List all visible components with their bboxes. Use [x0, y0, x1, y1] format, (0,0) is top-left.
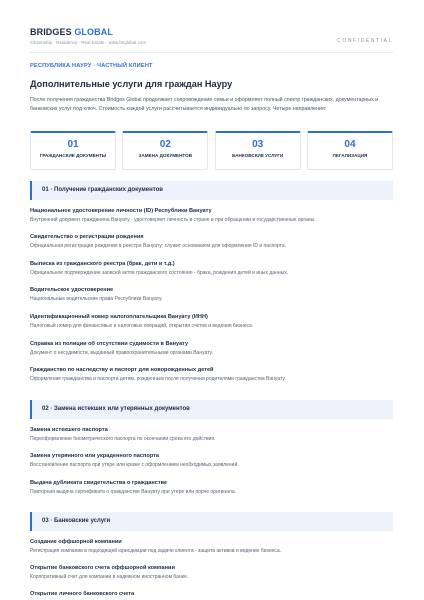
service-item: Национальное удостоверение личности (ID) Республики Вануату Внутренний документ гражданина Вануату - удостоверяет личность в стране и при обращении в государственные органы. — [30, 208, 316, 223]
page-title: Дополнительные услуги для граждан Науру — [30, 79, 233, 89]
brand-tagline: Citizenship · Residency · Real Estate · www.bnglobal.com — [30, 40, 147, 45]
service-item: Гражданство по наследству и паспорт для новорожденных детей Оформление гражданства и паспорта детям, рожденным после получения родителями гражданства Вануату. — [30, 367, 286, 382]
service-item: Замена истекшего паспорта Переоформление биометрического паспорта по окончании срока его действия. — [30, 427, 216, 442]
service-item: Замена утерянного или украденного паспорта Восстановление паспорта при утере или краже с оформлением необходимых заявлений. — [30, 453, 239, 468]
section-header: 02 · Замена истекших или утерянных документов — [30, 400, 393, 419]
service-item: Идентификационный номер налогоплательщика Вануату (ИНН) Налоговый номер для финансовых и налоговых операций, открытия счетов и ведения бизнеса. — [30, 314, 254, 329]
card-label: ГРАЖДАНСКИЕ ДОКУМЕНТЫ — [39, 153, 107, 158]
header-divider — [30, 52, 393, 53]
card-number: 03 — [252, 139, 264, 150]
service-item: Создание оффшорной компании Регистрация компании в подходящей юрисдикции под задачи клиента - защита активов и ведение бизнеса. — [30, 539, 282, 554]
card-number: 02 — [159, 139, 171, 150]
category-card — [307, 131, 393, 170]
intro-paragraph: После получения гражданства Bridges Global продолжает сопровождение семьи и оформляет полный спектр гражданских, документарных и банковских услуг под ключ. Стоимость каждой услуги рассчитывается индивидуально по запросу. Четыре направления: — [30, 97, 379, 113]
service-item: Свидетельство о регистрации рождения Официальная регистрация рождения в реестре Вануату; служит основанием для оформления ID и паспорта. — [30, 234, 287, 249]
card-label: ЗАМЕНА ДОКУМЕНТОВ — [138, 153, 193, 158]
service-item: Выписка из гражданского реестра (брак, дети и т.д.) Официальное подтверждение записей актов гражданского состояния - брака, рождения детей и иных данных. — [30, 261, 289, 276]
card-number: 04 — [344, 139, 356, 150]
category-card — [215, 131, 301, 170]
card-number: 01 — [67, 139, 79, 150]
category-cards — [30, 131, 393, 169]
service-item: Справка из полиции об отсутствии судимости в Вануату Документ о несудимости, выданный правоохранительными органами Вануату. — [30, 341, 213, 356]
service-item: Открытие банковского счета оффшорной компании Корпоративный счет для компании в надежном иностранном банке. — [30, 565, 189, 580]
document-header — [30, 27, 393, 45]
section-kicker: РЕСПУБЛИКА НАУРУ · ЧАСТНЫЙ КЛИЕНТ — [30, 63, 153, 69]
service-item: Открытие личного банковского счета — [30, 591, 135, 597]
category-card — [30, 131, 116, 170]
card-label: ЛЕГАЛИЗАЦИЯ — [332, 153, 368, 158]
confidential-label: CONFIDENTIAL — [337, 38, 393, 44]
brand-logo: BRIDGES GLOBAL — [30, 27, 113, 37]
card-label: БАНКОВСКИЕ УСЛУГИ — [232, 153, 284, 158]
service-item: Выдача дубликата свидетельства о гражданстве Повторная выдача сертификата о гражданстве Вануату при утере или порче оригинала. — [30, 480, 236, 495]
section-header: 03 · Банковские услуги — [30, 512, 393, 531]
section-header: 01 · Получение гражданских документов — [30, 181, 393, 200]
service-item: Водительское удостоверение Национальные водительские права Республики Вануату. — [30, 287, 163, 302]
category-card — [122, 131, 208, 170]
